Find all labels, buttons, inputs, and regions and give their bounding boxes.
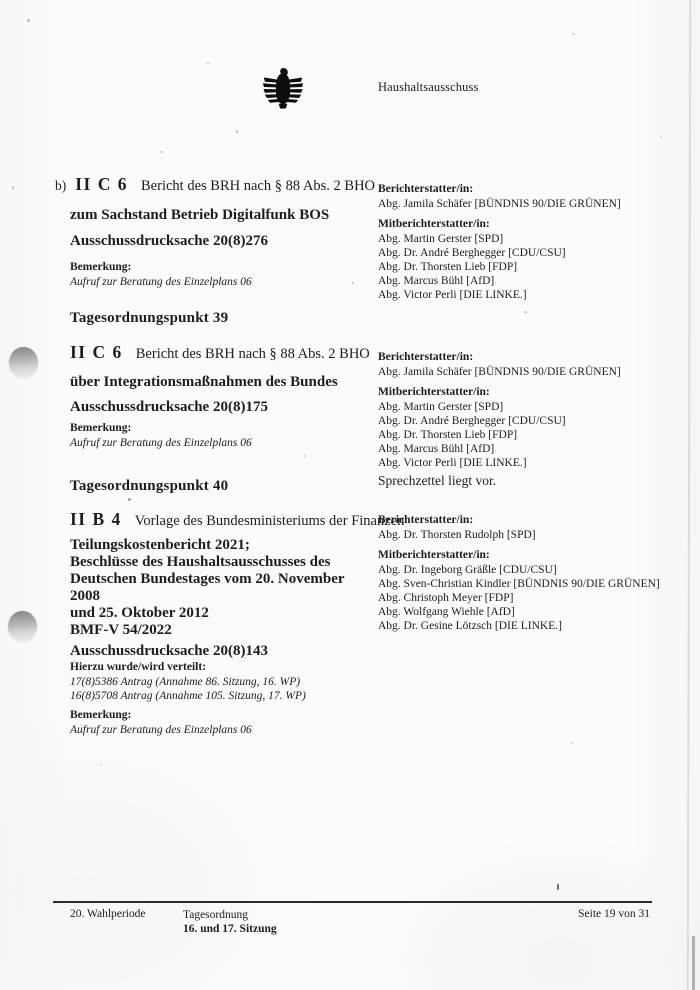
scan-speck xyxy=(27,19,30,22)
co-rapporteur-name: Abg. Dr. Thorsten Lieb [FDP] xyxy=(378,429,518,441)
item-title: Bericht des BRH nach § 88 Abs. 2 BHO xyxy=(135,346,370,362)
item-39-left-column xyxy=(70,310,375,450)
bemerkung-text: Aufruf zur Beratung des Einzelplans 06 xyxy=(70,724,252,736)
item-40-left-column xyxy=(70,478,405,737)
footer-page-number: Seite 19 von 31 xyxy=(578,908,650,920)
item-subtitle: über Integrationsmaßnahmen des Bundes xyxy=(70,374,338,390)
subject-line: Beschlüsse des Haushaltsausschusses des xyxy=(70,554,331,570)
bemerkung-text: Aufruf zur Beratung des Einzelplans 06 xyxy=(70,276,252,288)
rapporteur-label: Berichterstatter/in: xyxy=(378,514,474,526)
item-title-row xyxy=(70,509,405,530)
item-letter: b) xyxy=(55,178,67,193)
co-rapporteur-name: Abg. Marcus Bühl [AfD] xyxy=(378,275,495,287)
scan-speck xyxy=(572,33,575,35)
item-40-rapporteurs xyxy=(378,513,693,633)
subject-line: Deutschen Bundestages vom 20. November 2008 xyxy=(70,571,345,604)
item-39-rapporteurs xyxy=(378,350,693,489)
item-drucksache: Ausschussdrucksache 20(8)276 xyxy=(70,233,268,249)
rapporteur-label: Berichterstatter/in: xyxy=(378,183,474,195)
punch-hole xyxy=(8,611,37,642)
scan-speck xyxy=(160,151,163,153)
co-rapporteur-name: Abg. Dr. Ingeborg Gräßle [CDU/CSU] xyxy=(378,564,557,576)
footer-doc-block xyxy=(183,908,277,936)
bemerkung-label: Bemerkung: xyxy=(70,709,132,721)
item-drucksache: Ausschussdrucksache 20(8)143 xyxy=(70,643,268,659)
bemerkung-text: Aufruf zur Beratung des Einzelplans 06 xyxy=(70,437,252,449)
item-b-rapporteurs xyxy=(378,182,693,302)
scan-speck xyxy=(557,884,559,890)
agenda-point-heading: Tagesordnungspunkt 39 xyxy=(70,310,229,326)
scan-speck xyxy=(571,742,573,744)
co-rapporteur-name: Abg. Sven-Christian Kindler [BÜNDNIS 90/DIE GRÜNEN] xyxy=(378,578,660,590)
co-rapporteur-name: Abg. Martin Gerster [SPD] xyxy=(378,401,504,413)
item-subtitle: zum Sachstand Betrieb Digitalfunk BOS xyxy=(70,207,330,223)
verteilt-label: Hierzu wurde/wird verteilt: xyxy=(70,661,207,673)
item-drucksache: Ausschussdrucksache 20(8)175 xyxy=(70,399,268,415)
punch-hole xyxy=(9,347,38,378)
co-rapporteur-name: Abg. Martin Gerster [SPD] xyxy=(378,233,504,245)
co-rapporteur-label: Mitberichterstatter/in: xyxy=(378,549,490,561)
footer-wahlperiode: 20. Wahlperiode xyxy=(70,908,146,920)
scan-line xyxy=(687,0,692,990)
scan-speck xyxy=(100,764,102,766)
bundestag-eagle-icon xyxy=(262,66,304,110)
scan-speck xyxy=(207,62,209,64)
item-code: II B 4 xyxy=(70,509,122,529)
co-rapporteur-name: Abg. Victor Perli [DIE LINKE.] xyxy=(378,289,527,301)
verteilt-line: 17(8)5386 Antrag (Annahme 86. Sitzung, 16. WP) xyxy=(70,676,301,688)
item-title-row xyxy=(55,174,376,195)
item-b-left-column xyxy=(55,174,376,289)
co-rapporteur-name: Abg. Victor Perli [DIE LINKE.] xyxy=(378,457,527,469)
subject-line: BMF-V 54/2022 xyxy=(70,622,172,638)
co-rapporteur-name: Abg. Wolfgang Wiehle [AfD] xyxy=(378,606,515,618)
agenda-point-heading: Tagesordnungspunkt 40 xyxy=(70,478,229,494)
co-rapporteur-label: Mitberichterstatter/in: xyxy=(378,386,490,398)
scan-speck xyxy=(524,311,527,313)
rapporteur-name: Abg. Jamila Schäfer [BÜNDNIS 90/DIE GRÜNEN] xyxy=(378,366,621,378)
scan-speck xyxy=(236,130,238,133)
rapporteur-label: Berichterstatter/in: xyxy=(378,351,474,363)
verteilt-line: 16(8)5708 Antrag (Annahme 105. Sitzung, 17. WP) xyxy=(70,690,306,702)
committee-name: Haushaltsausschuss xyxy=(378,80,479,94)
item-title: Bericht des BRH nach § 88 Abs. 2 BHO xyxy=(141,178,376,194)
scan-speck xyxy=(12,186,14,189)
co-rapporteur-name: Abg. Christoph Meyer [FDP] xyxy=(378,592,514,604)
rapporteur-name: Abg. Dr. Thorsten Rudolph [SPD] xyxy=(378,529,536,541)
item-subject-block xyxy=(70,537,375,639)
co-rapporteur-name: Abg. Dr. André Berghegger [CDU/CSU] xyxy=(378,247,566,259)
subject-line: und 25. Oktober 2012 xyxy=(70,605,209,621)
item-code: II C 6 xyxy=(70,342,123,362)
scan-edge xyxy=(692,936,695,990)
page-footer xyxy=(53,901,652,943)
co-rapporteur-name: Abg. Dr. Thorsten Lieb [FDP] xyxy=(378,261,518,273)
bemerkung-label: Bemerkung: xyxy=(70,422,132,434)
co-rapporteur-name: Abg. Marcus Bühl [AfD] xyxy=(378,443,495,455)
co-rapporteur-name: Abg. Dr. André Berghegger [CDU/CSU] xyxy=(378,415,566,427)
rapporteur-name: Abg. Jamila Schäfer [BÜNDNIS 90/DIE GRÜNEN] xyxy=(378,198,621,210)
bemerkung-label: Bemerkung: xyxy=(70,261,132,273)
item-title: Vorlage des Bundesministeriums der Finanzen xyxy=(134,513,405,529)
scan-speck xyxy=(660,136,662,138)
subject-line: Teilungskostenbericht 2021; xyxy=(70,537,250,553)
footer-sitzung: 16. und 17. Sitzung xyxy=(183,923,277,935)
sprechzettel-note: Sprechzettel liegt vor. xyxy=(378,473,497,488)
co-rapporteur-label: Mitberichterstatter/in: xyxy=(378,218,490,230)
footer-doc-type: Tagesordnung xyxy=(183,909,248,921)
co-rapporteur-name: Abg. Dr. Gesine Lötzsch [DIE LINKE.] xyxy=(378,620,562,632)
item-title-row xyxy=(70,342,375,363)
scan-speck xyxy=(304,455,306,457)
item-code: II C 6 xyxy=(75,174,129,194)
